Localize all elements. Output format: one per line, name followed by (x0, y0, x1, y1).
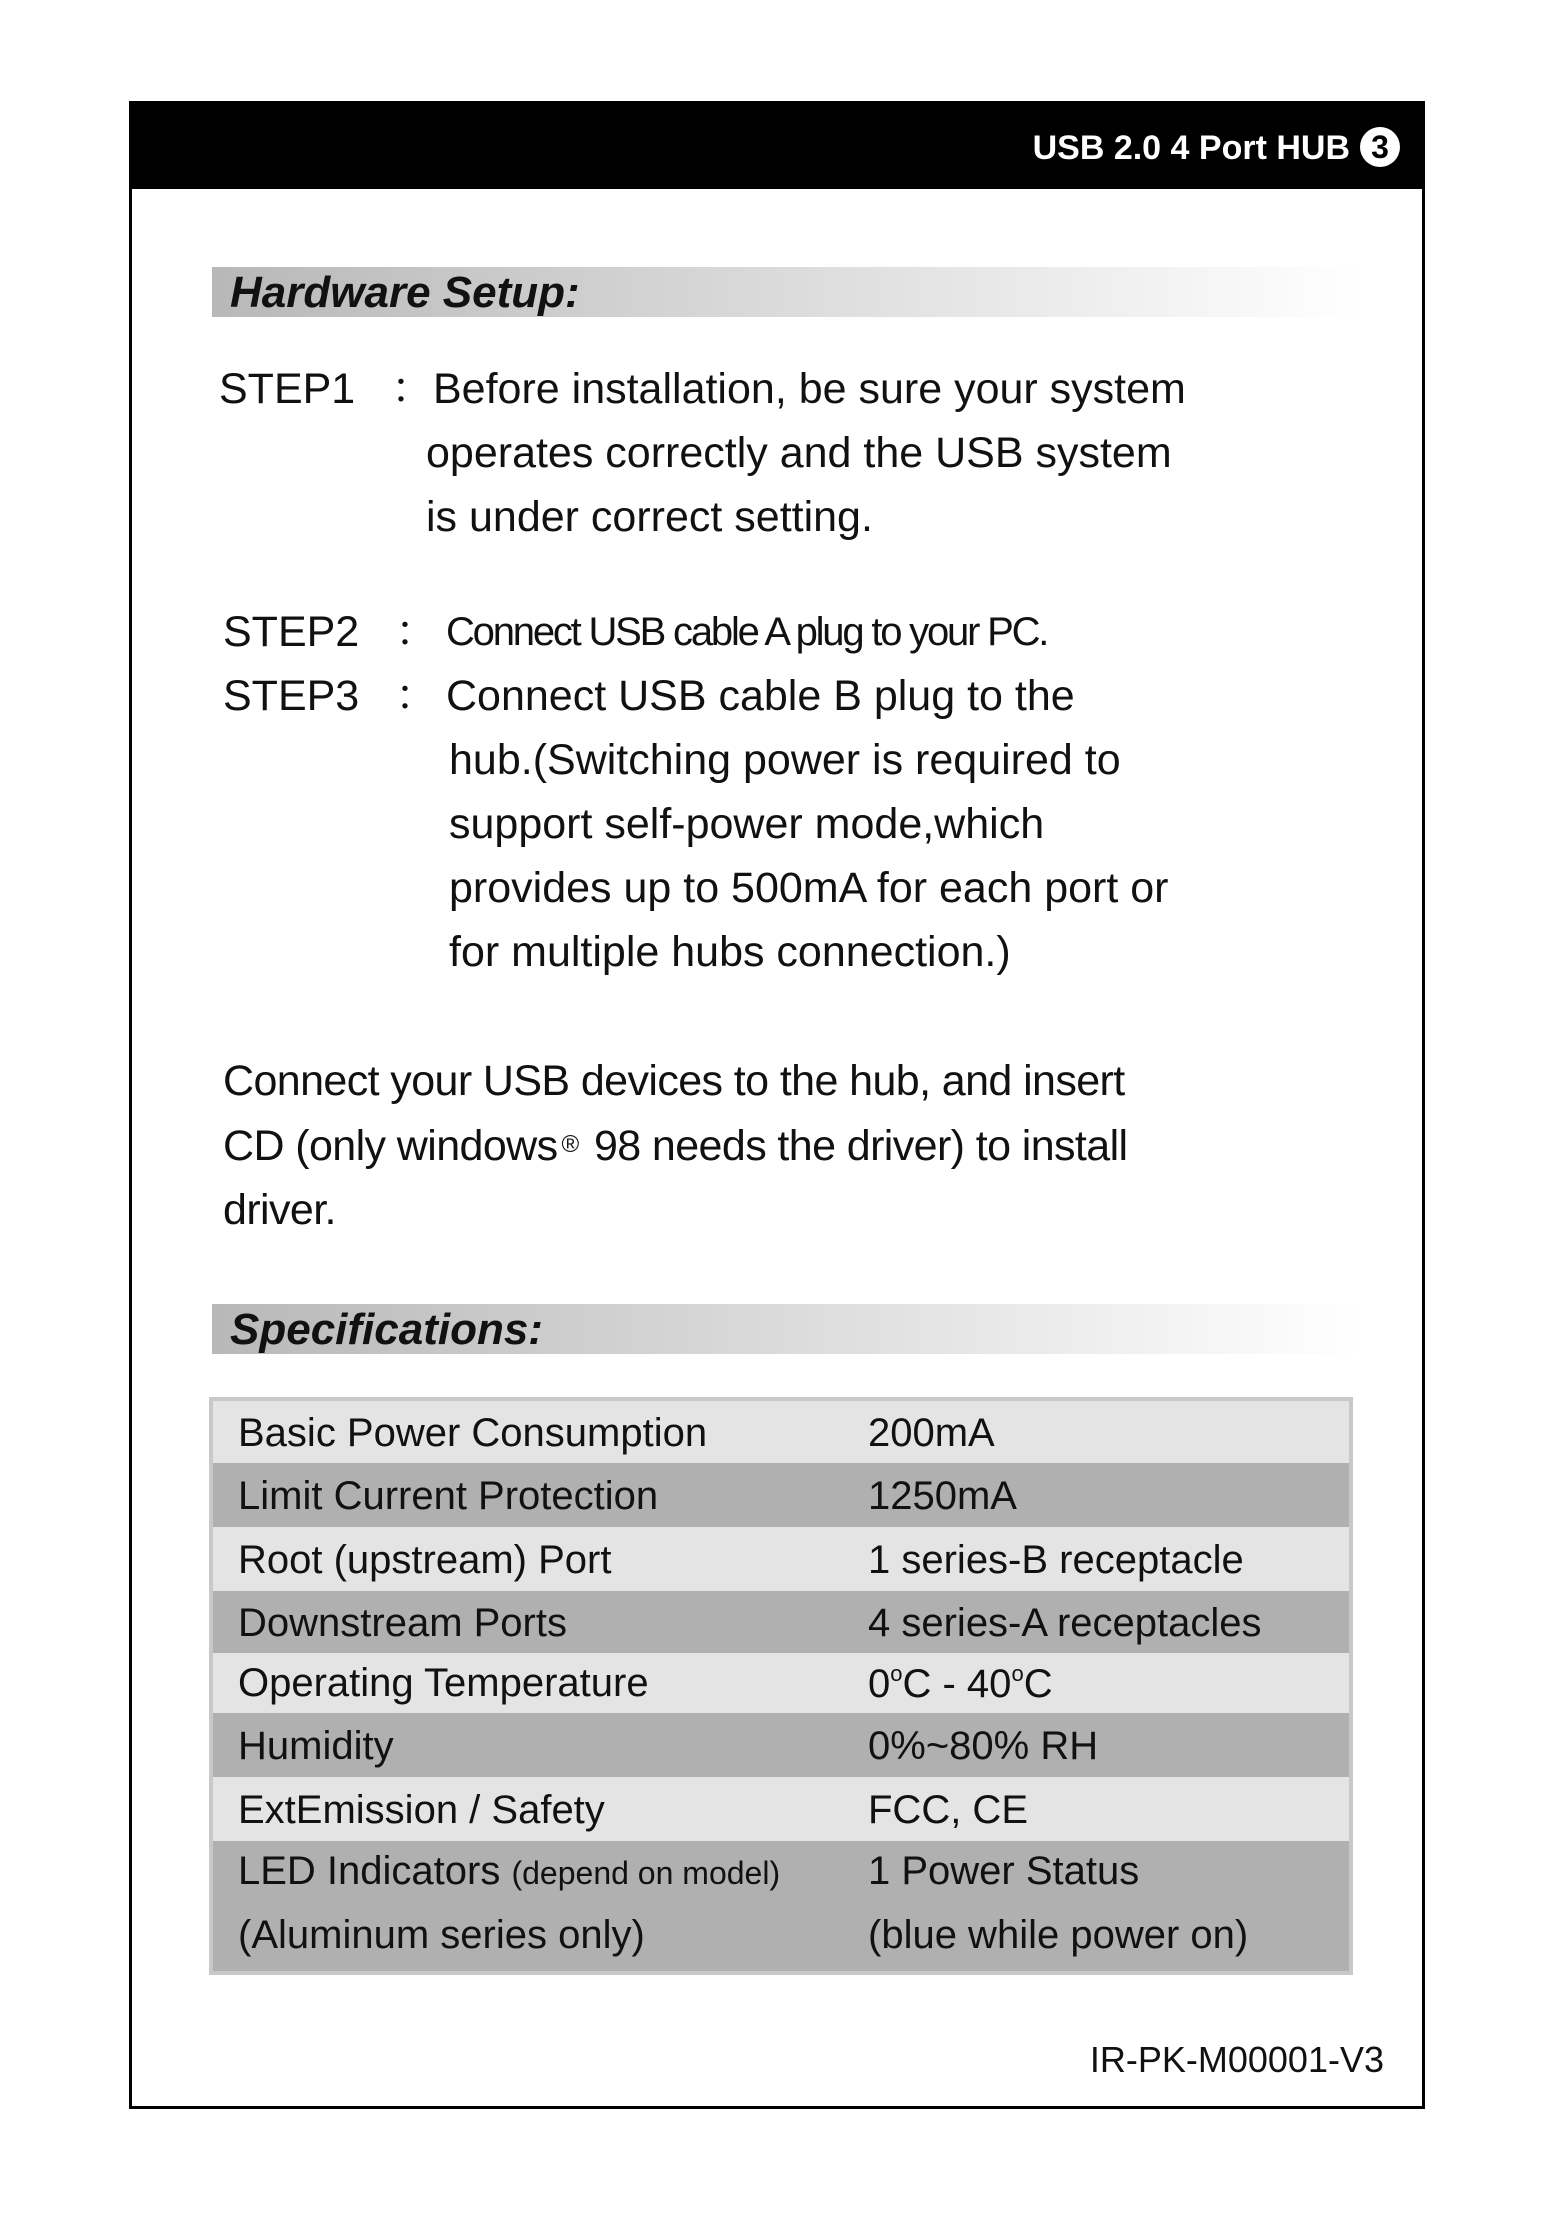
install-note-line-2-end: 98 needs the driver) to install (582, 1122, 1128, 1170)
step1-line-1: Before installation, be sure your system (433, 365, 1186, 413)
install-note-line-3: driver. (223, 1186, 336, 1234)
spec-row (213, 1463, 1349, 1527)
spec-value: 0%~80% RH (868, 1724, 1099, 1768)
specifications-heading: Specifications: (230, 1305, 543, 1354)
spec-label: LED Indicators (238, 1849, 501, 1893)
spec-value-temperature (868, 1661, 1053, 1707)
step2-separator: ： (395, 608, 438, 656)
header-title: USB 2.0 4 Port HUB (1032, 129, 1350, 167)
spec-value: 1250mA (868, 1474, 1017, 1518)
spec-label-note: (depend on model) (511, 1855, 781, 1891)
spec-label: Humidity (238, 1724, 394, 1768)
step3-line-2: hub.(Switching power is required to (449, 736, 1121, 784)
temp-min-value: 0 (868, 1662, 891, 1706)
spec-label: Operating Temperature (238, 1661, 649, 1705)
step3-label: STEP3 (223, 672, 360, 720)
install-note (223, 1049, 1373, 1242)
install-note-line-2-start: CD (only windows (223, 1122, 558, 1170)
degree-mark: o (1011, 1661, 1024, 1686)
spec-label-led (238, 1849, 780, 1894)
document-code: IR-PK-M00001-V3 (1089, 2039, 1384, 2080)
spec-label: Downstream Ports (238, 1601, 567, 1645)
step2-label: STEP2 (223, 608, 360, 656)
step3-line-3: support self-power mode,which (449, 800, 1045, 848)
step1-label: STEP1 (219, 365, 356, 413)
step1-line-3: is under correct setting. (426, 493, 873, 541)
step3-line-5: for multiple hubs connection.) (449, 928, 1011, 976)
install-note-line-2 (223, 1113, 1373, 1178)
spec-row (213, 1653, 1349, 1713)
spec-value: 4 series-A receptacles (868, 1601, 1262, 1645)
spec-label: Basic Power Consumption (238, 1411, 708, 1455)
spec-row (213, 1841, 1349, 1971)
hardware-setup-heading-bar (212, 267, 1362, 317)
step2-line-1: Connect USB cable A plug to your PC. (446, 610, 1048, 654)
hardware-setup-heading: Hardware Setup: (230, 268, 580, 317)
spec-value: 1 Power Status (868, 1849, 1140, 1893)
step3-line-1: Connect USB cable B plug to the (446, 672, 1075, 720)
spec-label: ExtEmission / Safety (238, 1788, 605, 1832)
spec-value: 1 series-B receptacle (868, 1538, 1244, 1582)
step3-line-4: provides up to 500mA for each port or (449, 864, 1169, 912)
spec-label: Root (upstream) Port (238, 1538, 612, 1582)
header-bar (132, 104, 1422, 189)
registered-mark: ® (561, 1131, 579, 1158)
spec-row (213, 1527, 1349, 1591)
page-number-badge: 3 (1360, 127, 1400, 167)
spec-value: FCC, CE (868, 1788, 1028, 1832)
manual-page (129, 101, 1425, 2109)
step1-line-2: operates correctly and the USB system (426, 429, 1172, 477)
spec-row (213, 1713, 1349, 1777)
spec-label: Limit Current Protection (238, 1474, 659, 1518)
temp-unit: C (1023, 1662, 1053, 1706)
install-note-line-1: Connect your USB devices to the hub, and insert (223, 1057, 1125, 1105)
spec-label-line-2: (Aluminum series only) (238, 1913, 645, 1957)
specifications-table (209, 1397, 1353, 1975)
spec-value: 200mA (868, 1411, 995, 1455)
spec-row (213, 1777, 1349, 1841)
specifications-heading-bar (212, 1304, 1362, 1354)
step3-separator: ： (395, 672, 438, 720)
temp-range-middle: C - 40 (902, 1662, 1012, 1706)
spec-value-line-2: (blue while power on) (868, 1913, 1249, 1957)
spec-row (213, 1401, 1349, 1463)
degree-mark: o (890, 1661, 903, 1686)
spec-row (213, 1591, 1349, 1653)
step1-separator: ： (391, 365, 434, 413)
